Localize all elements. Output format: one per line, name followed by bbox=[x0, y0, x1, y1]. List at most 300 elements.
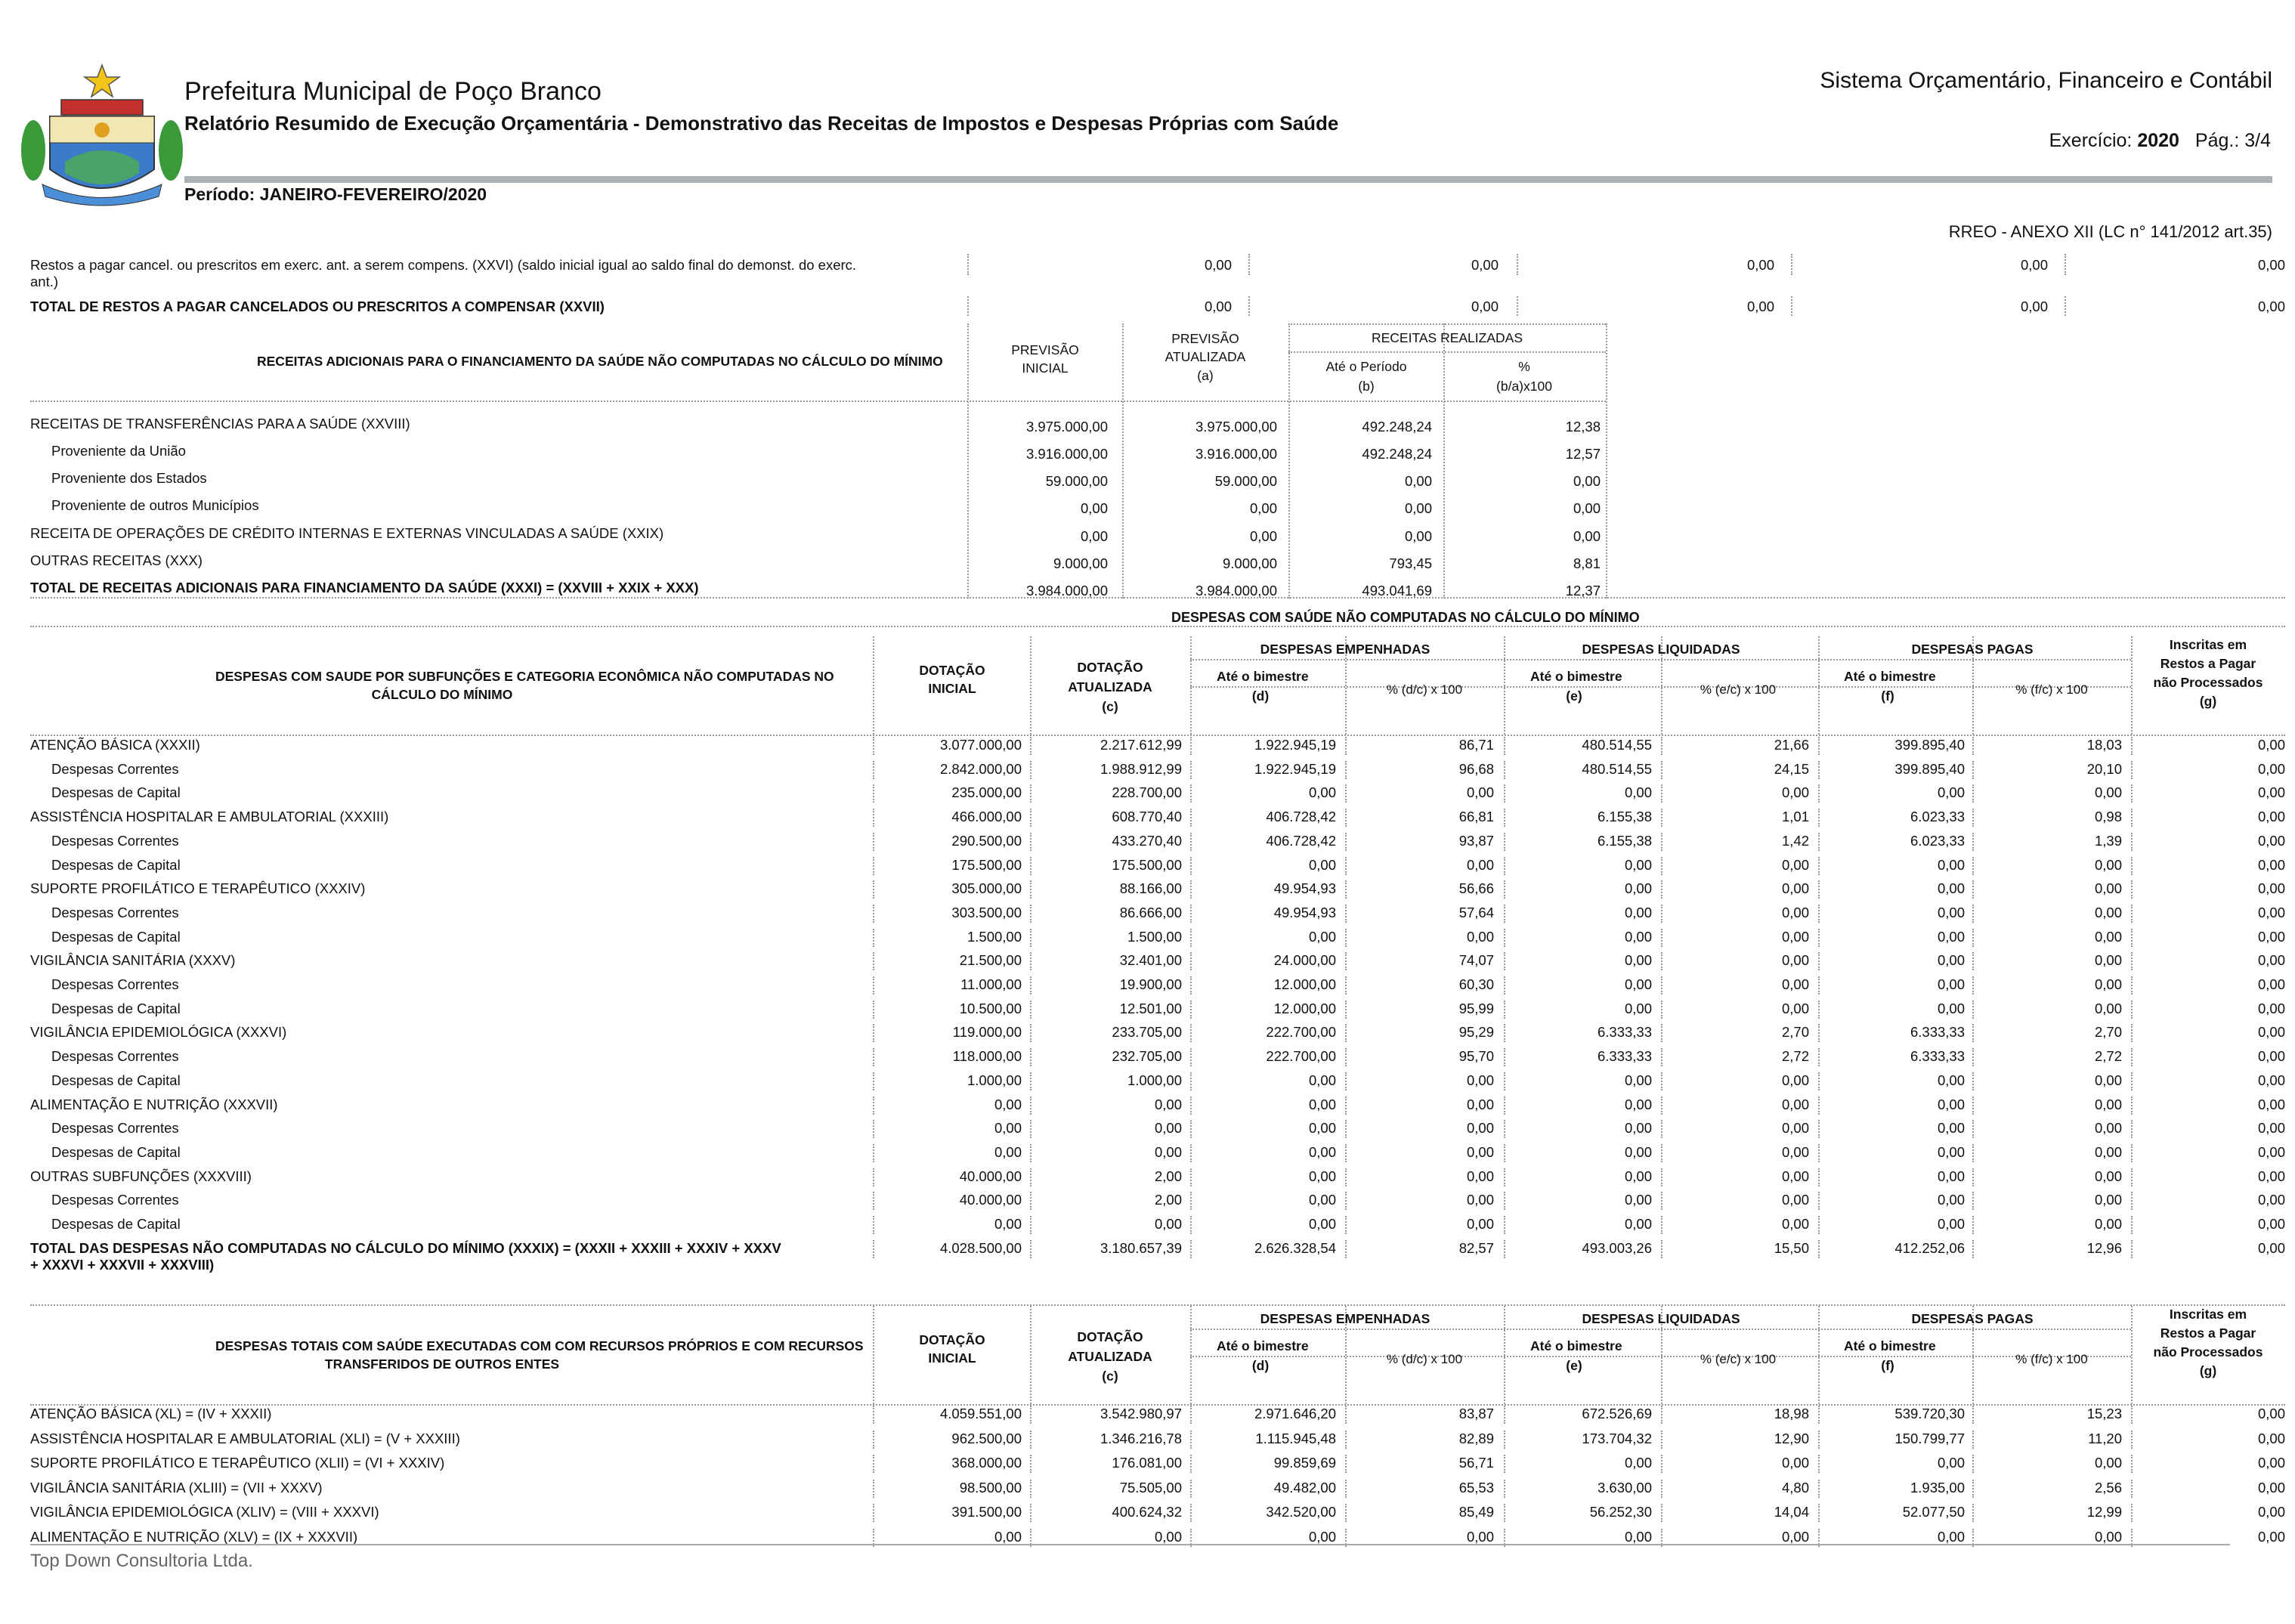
despesas1-column-divider bbox=[1504, 1001, 1505, 1019]
despesas1-value: 0,00 bbox=[1624, 856, 1652, 873]
column-divider bbox=[967, 254, 969, 275]
despesas2-column-divider bbox=[1504, 1406, 1505, 1424]
despesas2-column-divider bbox=[1030, 1455, 1032, 1473]
report-title: Relatório Resumido de Execução Orçamentária - Demonstrativo das Receitas de Impostos e Despesas Próprias com Saúde bbox=[184, 112, 1339, 135]
despesas1-row-label: Despesas de Capital bbox=[51, 928, 181, 945]
despesas1-column-divider bbox=[1504, 1216, 1505, 1234]
despesas1-value: 4.028.500,00 bbox=[939, 1239, 1022, 1256]
despesas2-value: 539.720,30 bbox=[1894, 1406, 1965, 1421]
despesas1-row-label: SUPORTE PROFILÁTICO E TERAPÊUTICO (XXXIV) bbox=[30, 880, 366, 897]
despesas1-value: 608.770,40 bbox=[1112, 809, 1182, 825]
despesas1-value: 0,00 bbox=[1624, 1168, 1652, 1184]
despesas1-column-divider bbox=[1504, 761, 1505, 779]
despesas1-value: 24,15 bbox=[1774, 760, 1809, 777]
despesas1-value: 1.922.945,19 bbox=[1254, 760, 1336, 777]
col-pct-ba: (b/a)x100 bbox=[1496, 379, 1552, 394]
despesas2-value: 99.859,69 bbox=[1273, 1455, 1336, 1471]
receitas-value: 492.248,24 bbox=[1362, 446, 1432, 462]
despesas1-value: 0,00 bbox=[1937, 952, 1965, 969]
despesas1-column-divider bbox=[1190, 809, 1192, 827]
despesas2-column-divider bbox=[1818, 1504, 1820, 1522]
despesas2-column-divider bbox=[2131, 1406, 2133, 1424]
despesas1-column-divider bbox=[1190, 952, 1192, 970]
despesas2-column-divider bbox=[1345, 1504, 1347, 1522]
despesas1-column-divider bbox=[2131, 1048, 2133, 1066]
despesas1-value: 40.000,00 bbox=[959, 1168, 1022, 1184]
despesas2-column-divider bbox=[1972, 1431, 1974, 1449]
despesas1-value: 303.500,00 bbox=[951, 904, 1022, 920]
receitas-value: 3.975.000,00 bbox=[1025, 419, 1108, 435]
despesas1-column-divider bbox=[873, 737, 874, 755]
despesas1-column-divider bbox=[2131, 976, 2133, 995]
despesas1-value: 86,71 bbox=[1458, 737, 1494, 753]
despesas2-value: 0,00 bbox=[1781, 1528, 1809, 1545]
despesas1-value: 480.514,55 bbox=[1582, 760, 1652, 777]
despesas1-column-divider bbox=[1190, 880, 1192, 899]
despesas1-value: 74,07 bbox=[1458, 952, 1494, 969]
despesas2-column-divider bbox=[2131, 1480, 2133, 1498]
receitas-total-label: TOTAL DE RECEITAS ADICIONAIS PARA FINANCIAMENTO DA SAÚDE (XXXI) = (XXVIII + XXIX + XXX) bbox=[30, 580, 699, 595]
despesas1-column-divider bbox=[873, 761, 874, 779]
despesas1-value: 0,00 bbox=[2094, 1168, 2122, 1184]
col-receitas-realizadas: RECEITAS REALIZADAS bbox=[1371, 330, 1523, 345]
despesas1-value: 3.077.000,00 bbox=[939, 737, 1022, 753]
despesas1-column-divider bbox=[1818, 880, 1820, 899]
col-inscritas-rp: Inscritas em bbox=[2169, 1307, 2247, 1322]
col-inscritas-rp: não Processados bbox=[2153, 675, 2263, 690]
despesas1-value: 0,00 bbox=[1624, 784, 1652, 801]
despesas1-value: 66,81 bbox=[1458, 809, 1494, 825]
despesas1-column-divider bbox=[1030, 1024, 1032, 1042]
header-divider bbox=[184, 176, 2272, 183]
despesas1-value: 2.842.000,00 bbox=[939, 760, 1022, 777]
despesas1-total-label: TOTAL DAS DESPESAS NÃO COMPUTADAS NO CÁLCULO DO MÍNIMO (XXXIX) = (XXXII + XXXIII + XXXIV + XXXV + XXXVI + XXXVII + XXXVIII) bbox=[30, 1239, 781, 1273]
despesas1-value: 0,00 bbox=[1937, 1192, 1965, 1208]
despesas1-column-divider bbox=[1972, 905, 1974, 923]
despesas1-value: 0,00 bbox=[1781, 1072, 1809, 1088]
despesas1-column-divider bbox=[1818, 809, 1820, 827]
despesas1-column-divider bbox=[1345, 761, 1347, 779]
despesas1-column-divider bbox=[873, 1240, 874, 1258]
receitas-value: 3.984.000,00 bbox=[1025, 583, 1108, 599]
despesas1-column-divider bbox=[1345, 1097, 1347, 1115]
despesas1-column-divider bbox=[2131, 1097, 2133, 1115]
despesas1-title: CÁLCULO DO MÍNIMO bbox=[371, 687, 513, 702]
despesas1-value: 0,00 bbox=[1937, 1168, 1965, 1184]
despesas1-column-divider bbox=[1504, 929, 1505, 947]
despesas1-column-divider bbox=[1661, 1024, 1662, 1042]
despesas1-column-divider bbox=[1661, 1168, 1662, 1186]
despesas1-value: 0,00 bbox=[2257, 1239, 2285, 1256]
despesas1-column-divider bbox=[1972, 929, 1974, 947]
col-inscritas-rp: (g) bbox=[2199, 1363, 2217, 1378]
despesas1-column-divider bbox=[1972, 784, 1974, 803]
despesas1-value: 0,00 bbox=[2257, 1168, 2285, 1184]
column-divider bbox=[1248, 296, 1250, 316]
despesas1-value: 466.000,00 bbox=[951, 809, 1022, 825]
despesas2-value: 391.500,00 bbox=[951, 1504, 1022, 1520]
despesas1-column-divider bbox=[1504, 784, 1505, 803]
despesas1-column-divider bbox=[1661, 1120, 1662, 1138]
despesas1-column-divider bbox=[2131, 1072, 2133, 1090]
col-previsao-atualizada: ATUALIZADA bbox=[1165, 349, 1246, 364]
despesas1-value: 0,00 bbox=[2257, 809, 2285, 825]
despesas2-column-divider bbox=[1190, 1406, 1192, 1424]
despesas1-value: 95,99 bbox=[1458, 1000, 1494, 1016]
despesas2-column-divider bbox=[1504, 1431, 1505, 1449]
receitas-title: RECEITAS ADICIONAIS PARA O FINANCIAMENTO DA SAÚDE NÃO COMPUTADAS NO CÁLCULO DO MÍNIMO bbox=[257, 354, 943, 369]
receitas-value: 793,45 bbox=[1389, 555, 1432, 571]
despesas2-column-divider bbox=[1030, 1431, 1032, 1449]
despesas2-value: 65,53 bbox=[1458, 1479, 1494, 1496]
despesas1-column-divider bbox=[873, 1001, 874, 1019]
despesas1-value: 0,00 bbox=[2257, 737, 2285, 753]
despesas2-value: 0,00 bbox=[1781, 1455, 1809, 1471]
despesas1-value: 0,00 bbox=[1308, 856, 1336, 873]
despesas1-column-divider bbox=[2131, 761, 2133, 779]
despesas1-column-divider bbox=[2131, 737, 2133, 755]
despesas1-value: 0,00 bbox=[2094, 952, 2122, 969]
despesas1-value: 0,00 bbox=[1781, 1192, 1809, 1208]
receitas-value: 0,00 bbox=[1080, 528, 1108, 544]
despesas1-column-divider bbox=[1972, 857, 1974, 875]
restos-total-value: 0,00 bbox=[1471, 299, 1499, 314]
receitas-value: 12,57 bbox=[1565, 446, 1601, 462]
despesas1-column-divider bbox=[1504, 952, 1505, 970]
despesas1-value: 0,00 bbox=[1624, 1120, 1652, 1137]
despesas1-column-divider bbox=[1190, 929, 1192, 947]
receitas-value: 0,00 bbox=[1404, 528, 1432, 544]
despesas2-column-divider bbox=[1972, 1480, 1974, 1498]
despesas2-value: 0,00 bbox=[2257, 1528, 2285, 1545]
despesas1-column-divider bbox=[1818, 1001, 1820, 1019]
despesas2-value: 0,00 bbox=[2257, 1479, 2285, 1496]
col-pct-ba: % bbox=[1518, 359, 1530, 374]
despesas1-column-divider bbox=[1661, 857, 1662, 875]
despesas1-value: 21,66 bbox=[1774, 737, 1809, 753]
despesas1-column-divider bbox=[1818, 1192, 1820, 1210]
system-name: Sistema Orçamentário, Financeiro e Contábil bbox=[1820, 68, 2272, 93]
despesas1-column-divider bbox=[1504, 1168, 1505, 1186]
despesas1-value: 0,00 bbox=[2257, 928, 2285, 945]
despesas1-column-divider bbox=[1504, 857, 1505, 875]
despesas1-column-divider bbox=[1972, 1001, 1974, 1019]
despesas1-value: 93,87 bbox=[1458, 832, 1494, 849]
despesas1-value: 0,00 bbox=[1781, 1143, 1809, 1160]
despesas1-column-divider bbox=[1661, 1048, 1662, 1066]
despesas1-column-divider bbox=[1345, 1144, 1347, 1162]
despesas1-value: 0,00 bbox=[2094, 784, 2122, 801]
receitas-row-label: OUTRAS RECEITAS (XXX) bbox=[30, 552, 203, 568]
despesas1-column-divider bbox=[1030, 976, 1032, 995]
despesas2-column-divider bbox=[1661, 1406, 1662, 1424]
despesas1-column-divider bbox=[1345, 880, 1347, 899]
despesas2-value: 672.526,69 bbox=[1582, 1406, 1652, 1421]
despesas2-column-divider bbox=[1030, 1406, 1032, 1424]
despesas1-value: 0,00 bbox=[1308, 1096, 1336, 1112]
despesas1-row-label: Despesas de Capital bbox=[51, 784, 181, 801]
despesas1-value: 290.500,00 bbox=[951, 832, 1022, 849]
receitas-value: 9.000,00 bbox=[1053, 555, 1108, 571]
despesas2-value: 176.081,00 bbox=[1112, 1455, 1182, 1471]
despesas2-column-divider bbox=[1661, 1455, 1662, 1473]
despesas1-value: 0,00 bbox=[1466, 928, 1494, 945]
despesas1-column-divider bbox=[1818, 737, 1820, 755]
despesas1-column-divider bbox=[2131, 952, 2133, 970]
column-divider bbox=[967, 296, 969, 316]
despesas1-value: 0,00 bbox=[1781, 880, 1809, 897]
col-letter: (d) bbox=[1251, 1358, 1270, 1373]
despesas1-value: 0,00 bbox=[1781, 928, 1809, 945]
despesas1-column-divider bbox=[2131, 1024, 2133, 1042]
despesas1-value: 49.954,93 bbox=[1273, 880, 1336, 897]
column-divider bbox=[1791, 254, 1792, 275]
despesas1-column-divider bbox=[1190, 784, 1192, 803]
despesas1-column-divider bbox=[873, 952, 874, 970]
despesas2-column-divider bbox=[1661, 1504, 1662, 1522]
despesas1-column-divider bbox=[1504, 1144, 1505, 1162]
despesas1-column-divider bbox=[1030, 1120, 1032, 1138]
despesas1-column-divider bbox=[1345, 857, 1347, 875]
despesas2-value: 400.624,32 bbox=[1112, 1504, 1182, 1520]
despesas1-column-divider bbox=[1818, 905, 1820, 923]
despesas1-value: 0,00 bbox=[2094, 1120, 2122, 1137]
despesas1-value: 0,00 bbox=[2257, 1143, 2285, 1160]
despesas1-value: 60,30 bbox=[1458, 976, 1494, 992]
despesas1-value: 2,70 bbox=[2094, 1024, 2122, 1041]
despesas1-value: 0,00 bbox=[1308, 1216, 1336, 1232]
despesas1-column-divider bbox=[2131, 880, 2133, 899]
despesas1-column-divider bbox=[1345, 784, 1347, 803]
despesas1-column-divider bbox=[873, 1048, 874, 1066]
despesas1-column-divider bbox=[1972, 761, 1974, 779]
despesas2-column-divider bbox=[1190, 1504, 1192, 1522]
despesas1-column-divider bbox=[873, 1168, 874, 1186]
despesas1-value: 1.000,00 bbox=[1127, 1072, 1182, 1088]
despesas1-row-label: Despesas Correntes bbox=[51, 904, 179, 920]
restos-total-value: 0,00 bbox=[2257, 299, 2285, 314]
despesas1-value: 82,57 bbox=[1458, 1239, 1494, 1256]
despesas1-column-divider bbox=[1190, 1192, 1192, 1210]
despesas1-column-divider bbox=[873, 1072, 874, 1090]
receitas-row-label: Proveniente de outros Municípios bbox=[51, 497, 259, 513]
receitas-value: 0,00 bbox=[1249, 528, 1277, 544]
despesas1-row-label: ATENÇÃO BÁSICA (XXXII) bbox=[30, 737, 200, 753]
despesas1-column-divider bbox=[2131, 1144, 2133, 1162]
receitas-value: 8,81 bbox=[1573, 555, 1601, 571]
despesas1-value: 6.333,33 bbox=[1910, 1024, 1965, 1041]
despesas2-row-label: VIGILÂNCIA EPIDEMIOLÓGICA (XLIV) = (VIII + XXXVI) bbox=[30, 1504, 379, 1520]
despesas2-value: 82,89 bbox=[1458, 1430, 1494, 1446]
despesas-banner: DESPESAS COM SAÚDE NÃO COMPUTADAS NO CÁLCULO DO MÍNIMO bbox=[1171, 610, 1640, 625]
footer-divider bbox=[30, 1544, 2230, 1545]
despesas1-value: 10.500,00 bbox=[959, 1000, 1022, 1016]
restos-row-label: Restos a pagar cancel. ou prescritos em exerc. ant. a serem compens. (XXVI) (saldo inicial igual ao saldo final do demonst. do exerc. ant.) bbox=[30, 257, 857, 289]
despesas1-column-divider bbox=[2131, 1240, 2133, 1258]
despesas1-value: 0,00 bbox=[2257, 880, 2285, 897]
despesas1-column-divider bbox=[1972, 1168, 1974, 1186]
despesas2-column-divider bbox=[1818, 1406, 1820, 1424]
despesas1-column-divider bbox=[1972, 976, 1974, 995]
col-ate-bimestre: Até o bimestre bbox=[1530, 669, 1622, 684]
despesas1-value: 480.514,55 bbox=[1582, 737, 1652, 753]
despesas1-value: 0,00 bbox=[1937, 1096, 1965, 1112]
despesas1-column-divider bbox=[873, 929, 874, 947]
despesas2-row-label: ATENÇÃO BÁSICA (XL) = (IV + XXXII) bbox=[30, 1406, 272, 1421]
receitas-value: 0,00 bbox=[1404, 500, 1432, 516]
despesas1-value: 0,00 bbox=[1624, 1072, 1652, 1088]
despesas2-value: 12,99 bbox=[2086, 1504, 2122, 1520]
col-despesas-empenhadas: DESPESAS EMPENHADAS bbox=[1260, 1311, 1431, 1326]
despesas1-value: 40.000,00 bbox=[959, 1192, 1022, 1208]
despesas1-column-divider bbox=[1345, 976, 1347, 995]
despesas1-value: 0,00 bbox=[1937, 1143, 1965, 1160]
despesas2-value: 98.500,00 bbox=[959, 1479, 1022, 1496]
despesas1-column-divider bbox=[873, 1144, 874, 1162]
despesas1-value: 1.500,00 bbox=[967, 928, 1022, 945]
despesas2-column-divider bbox=[1661, 1480, 1662, 1498]
col-inscritas-rp: não Processados bbox=[2153, 1344, 2263, 1360]
despesas2-row-label: ASSISTÊNCIA HOSPITALAR E AMBULATORIAL (XLI) = (V + XXXIII) bbox=[30, 1430, 460, 1446]
despesas1-column-divider bbox=[1818, 929, 1820, 947]
despesas1-column-divider bbox=[1661, 761, 1662, 779]
despesas1-column-divider bbox=[1972, 1144, 1974, 1162]
despesas1-value: 12.000,00 bbox=[1273, 976, 1336, 992]
despesas1-value: 0,00 bbox=[1937, 1072, 1965, 1088]
despesas1-column-divider bbox=[1190, 905, 1192, 923]
despesas2-column-divider bbox=[1190, 1455, 1192, 1473]
municipal-coat-of-arms-icon bbox=[20, 63, 184, 212]
despesas1-value: 0,00 bbox=[1624, 1096, 1652, 1112]
receitas-value: 493.041,69 bbox=[1362, 583, 1432, 599]
despesas1-row-label: Despesas Correntes bbox=[51, 976, 179, 992]
despesas1-column-divider bbox=[1818, 1240, 1820, 1258]
col-dotacao-inicial: INICIAL bbox=[928, 1350, 976, 1366]
despesas1-value: 0,00 bbox=[1466, 1216, 1494, 1232]
despesas1-value: 0,00 bbox=[2257, 1192, 2285, 1208]
despesas1-column-divider bbox=[1972, 880, 1974, 899]
despesas1-column-divider bbox=[1345, 833, 1347, 851]
despesas2-column-divider bbox=[1190, 1480, 1192, 1498]
despesas2-column-divider bbox=[1972, 1455, 1974, 1473]
col-dotacao-atualizada: (c) bbox=[1102, 1369, 1118, 1384]
despesas2-column-divider bbox=[873, 1480, 874, 1498]
despesas1-value: 2,00 bbox=[1154, 1168, 1182, 1184]
despesas1-column-divider bbox=[2131, 905, 2133, 923]
despesas1-value: 0,00 bbox=[1624, 1216, 1652, 1232]
despesas1-value: 0,00 bbox=[2257, 856, 2285, 873]
col-inscritas-rp: Restos a Pagar bbox=[2160, 1325, 2256, 1341]
despesas1-column-divider bbox=[1030, 1048, 1032, 1066]
footer-company: Top Down Consultoria Ltda. bbox=[30, 1551, 253, 1571]
despesas1-value: 1.500,00 bbox=[1127, 928, 1182, 945]
despesas2-row-label: SUPORTE PROFILÁTICO E TERAPÊUTICO (XLII) = (VI + XXXIV) bbox=[30, 1455, 445, 1471]
despesas1-row-label: ALIMENTAÇÃO E NUTRIÇÃO (XXXVII) bbox=[30, 1096, 278, 1112]
despesas1-column-divider bbox=[1190, 1240, 1192, 1258]
despesas1-column-divider bbox=[1504, 833, 1505, 851]
despesas2-value: 4,80 bbox=[1781, 1479, 1809, 1496]
despesas1-value: 118.000,00 bbox=[952, 1048, 1022, 1065]
despesas1-column-divider bbox=[1190, 833, 1192, 851]
despesas1-value: 0,00 bbox=[1154, 1120, 1182, 1137]
despesas2-value: 0,00 bbox=[1937, 1528, 1965, 1545]
despesas1-value: 0,00 bbox=[1937, 880, 1965, 897]
despesas2-column-divider bbox=[2131, 1455, 2133, 1473]
despesas1-column-divider bbox=[1661, 1192, 1662, 1210]
despesas1-column-divider bbox=[2131, 784, 2133, 803]
despesas1-title: DESPESAS COM SAUDE POR SUBFUNÇÕES E CATEGORIA ECONÔMICA NÃO COMPUTADAS NO bbox=[215, 669, 834, 684]
despesas1-row-label: Despesas Correntes bbox=[51, 760, 179, 777]
restos-total-value: 0,00 bbox=[2020, 299, 2048, 314]
despesas1-value: 2,72 bbox=[1781, 1048, 1809, 1065]
despesas2-value: 342.520,00 bbox=[1266, 1504, 1336, 1520]
restos-total-value: 0,00 bbox=[1746, 299, 1774, 314]
despesas2-value: 1.115.945,48 bbox=[1255, 1430, 1336, 1446]
despesas2-row-label: VIGILÂNCIA SANITÁRIA (XLIII) = (VII + XXXV) bbox=[30, 1479, 323, 1496]
despesas1-column-divider bbox=[1661, 809, 1662, 827]
despesas1-value: 0,00 bbox=[1937, 976, 1965, 992]
despesas1-column-divider bbox=[1345, 1001, 1347, 1019]
despesas1-row-label: VIGILÂNCIA EPIDEMIOLÓGICA (XXXVI) bbox=[30, 1024, 287, 1041]
despesas2-column-divider bbox=[1345, 1455, 1347, 1473]
despesas1-column-divider bbox=[1504, 1048, 1505, 1066]
despesas1-row-label: Despesas de Capital bbox=[51, 1000, 181, 1016]
despesas2-column-divider bbox=[1030, 1504, 1032, 1522]
despesas2-value: 0,00 bbox=[1937, 1455, 1965, 1471]
despesas1-value: 0,00 bbox=[1781, 1120, 1809, 1137]
despesas1-column-divider bbox=[1818, 761, 1820, 779]
despesas1-column-divider bbox=[1030, 1216, 1032, 1234]
despesas1-column-divider bbox=[1030, 784, 1032, 803]
despesas1-column-divider bbox=[1504, 880, 1505, 899]
despesas1-value: 11.000,00 bbox=[960, 976, 1022, 992]
despesas1-value: 0,00 bbox=[1624, 880, 1652, 897]
despesas2-value: 0,00 bbox=[994, 1528, 1022, 1545]
despesas1-value: 1,01 bbox=[1781, 809, 1809, 825]
despesas1-value: 0,00 bbox=[1466, 1120, 1494, 1137]
despesas1-column-divider bbox=[1504, 1024, 1505, 1042]
receitas-header-bottom bbox=[30, 401, 1606, 402]
despesas1-value: 3.180.657,39 bbox=[1100, 1239, 1182, 1256]
despesas1-column-divider bbox=[1345, 952, 1347, 970]
despesas1-value: 0,00 bbox=[1781, 1000, 1809, 1016]
despesas1-column-divider bbox=[1030, 809, 1032, 827]
despesas1-value: 6.155,38 bbox=[1597, 809, 1652, 825]
col-previsao-atualizada: (a) bbox=[1197, 368, 1214, 383]
despesas1-column-divider bbox=[1030, 737, 1032, 755]
despesas1-column-divider bbox=[1030, 1072, 1032, 1090]
despesas2-value: 52.077,50 bbox=[1902, 1504, 1965, 1520]
despesas1-column-divider bbox=[1504, 737, 1505, 755]
despesas1-column-divider bbox=[1818, 1024, 1820, 1042]
despesas1-value: 0,00 bbox=[1154, 1096, 1182, 1112]
despesas2-value: 173.704,32 bbox=[1582, 1430, 1652, 1446]
despesas1-value: 0,00 bbox=[1308, 784, 1336, 801]
despesas1-value: 0,00 bbox=[1781, 952, 1809, 969]
period: Período: JANEIRO-FEVEREIRO/2020 bbox=[184, 184, 487, 204]
despesas1-column-divider bbox=[1972, 737, 1974, 755]
despesas1-value: 0,98 bbox=[2094, 809, 2122, 825]
despesas1-column-divider bbox=[1030, 1144, 1032, 1162]
col-inscritas-rp: Restos a Pagar bbox=[2160, 656, 2256, 671]
despesas1-value: 12,96 bbox=[2086, 1239, 2122, 1256]
despesas1-value: 0,00 bbox=[2094, 1072, 2122, 1088]
despesas1-value: 0,00 bbox=[1781, 904, 1809, 920]
section-divider bbox=[30, 597, 2285, 599]
despesas1-value: 0,00 bbox=[1624, 904, 1652, 920]
despesas1-value: 19.900,00 bbox=[1119, 976, 1182, 992]
exercise-info bbox=[2049, 130, 2271, 152]
